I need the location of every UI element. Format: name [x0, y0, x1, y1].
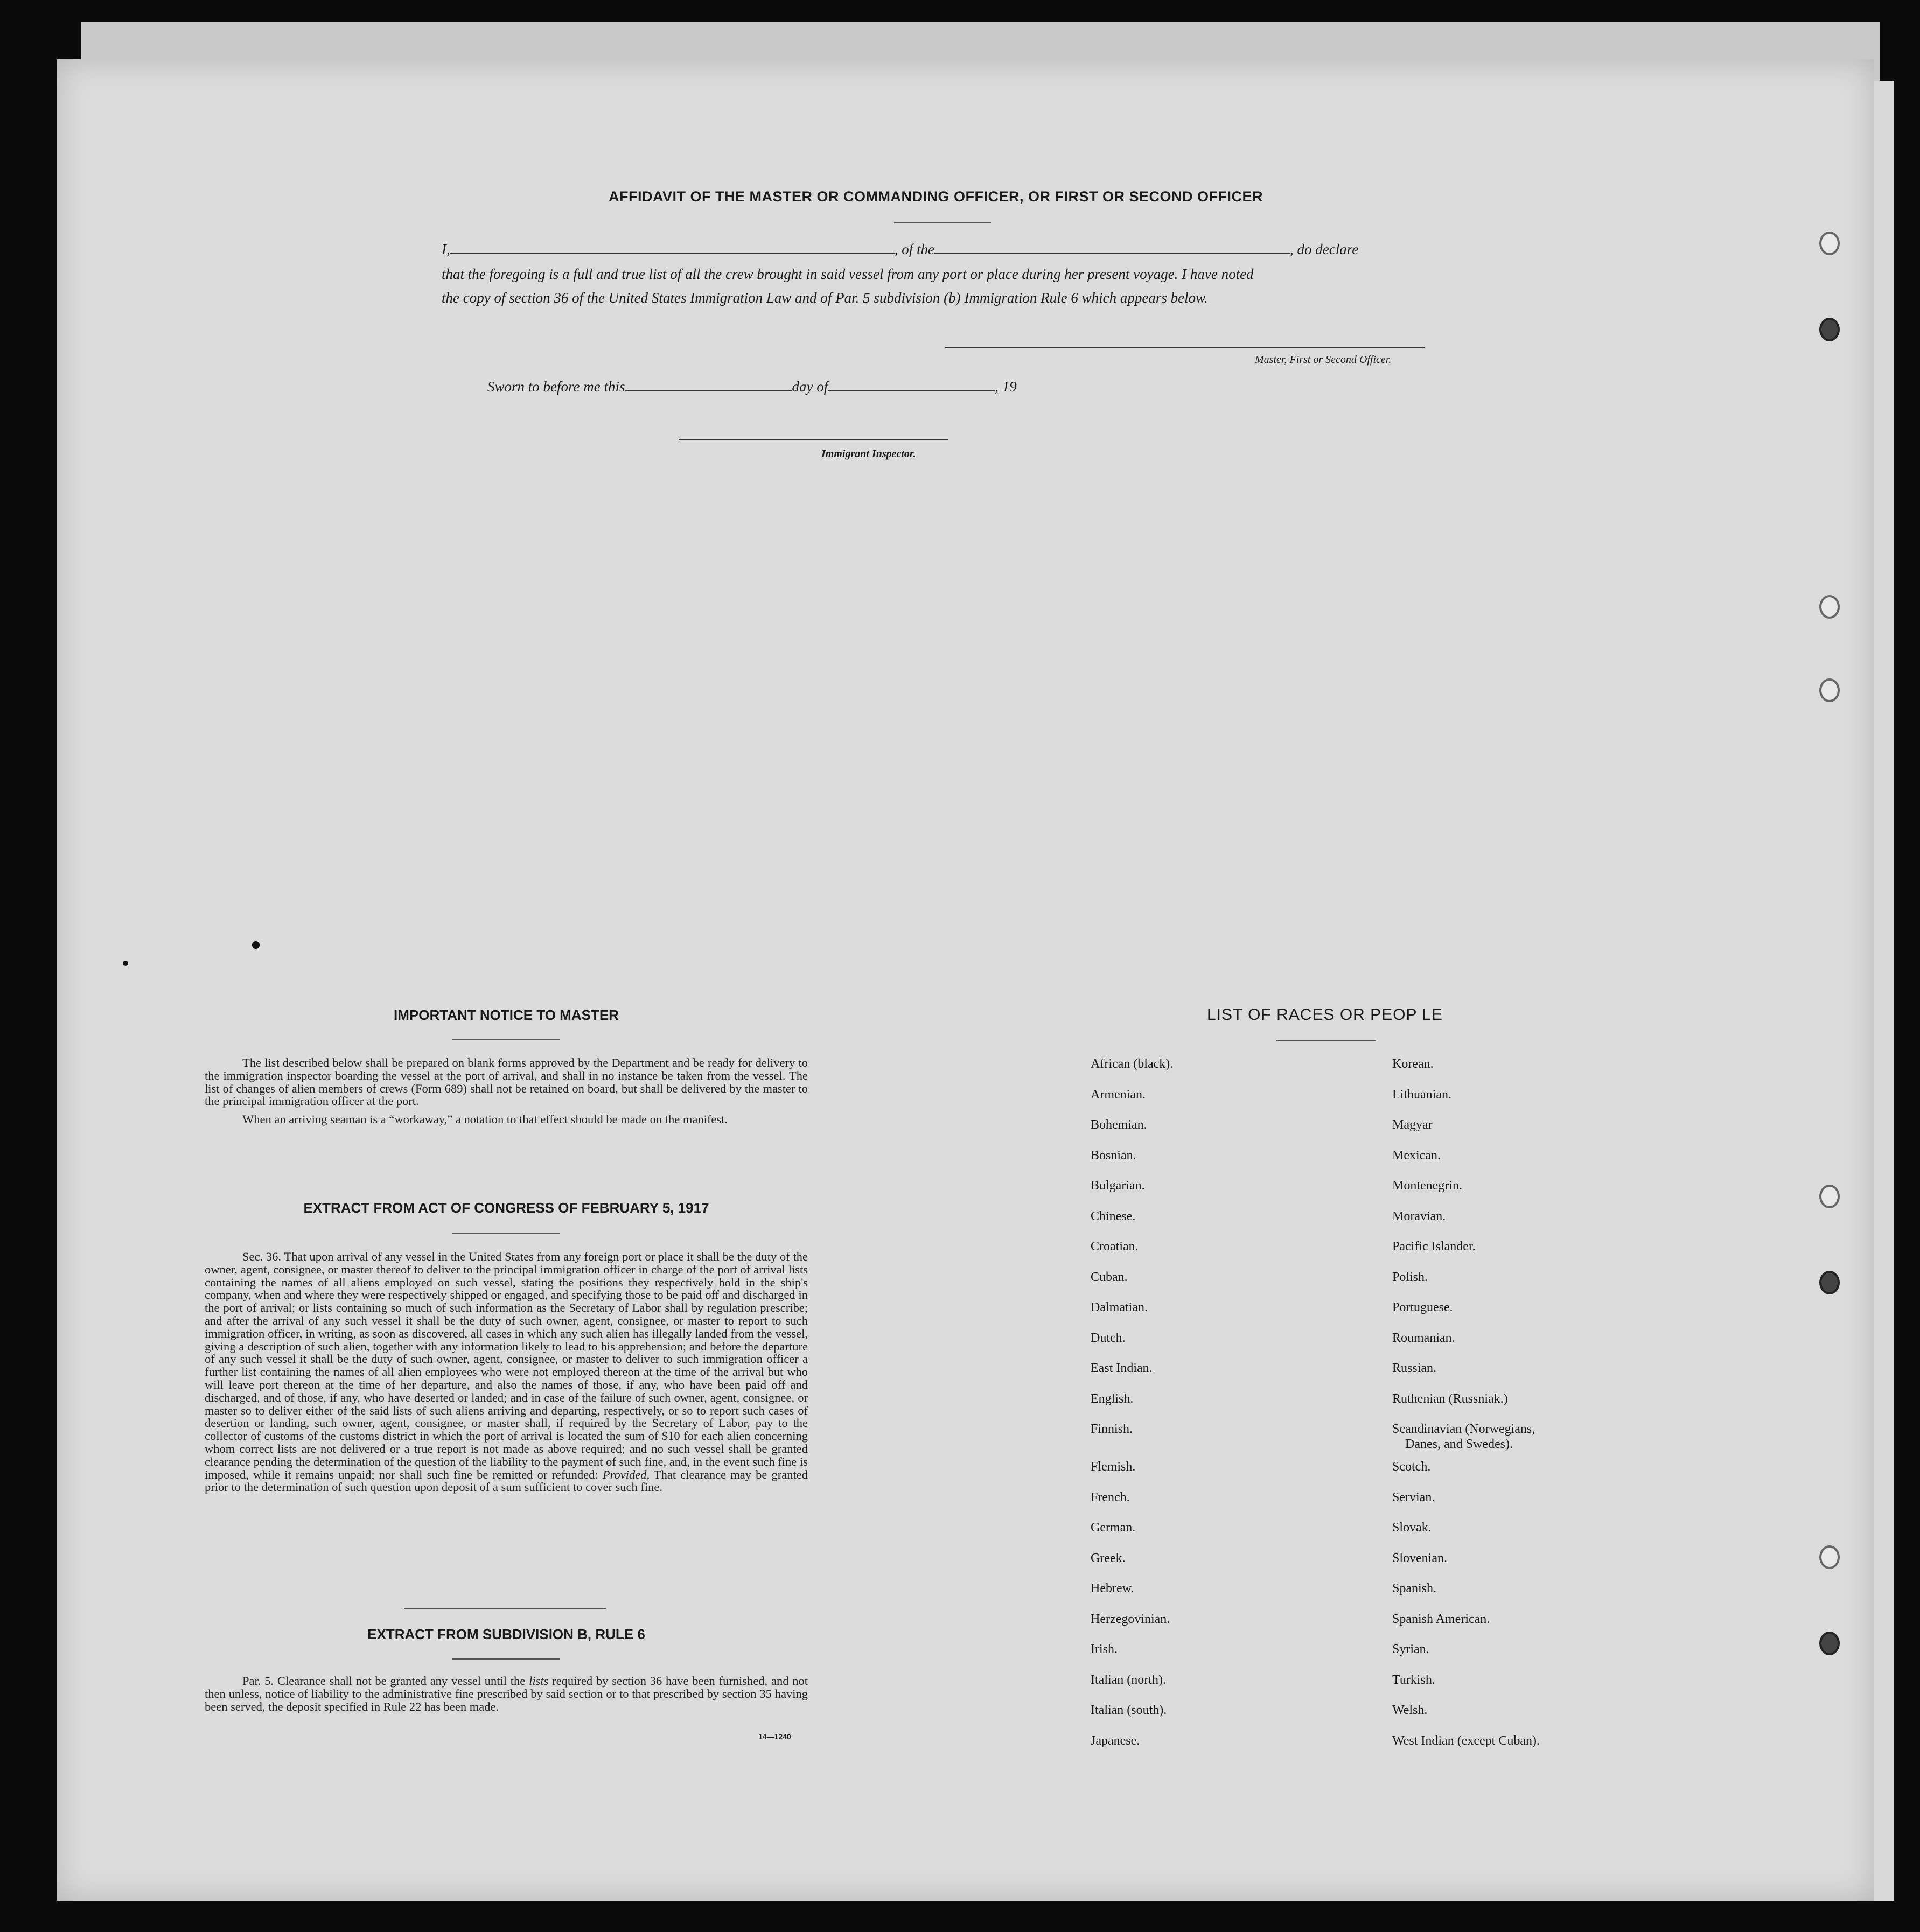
divider: [1276, 1040, 1376, 1041]
act-text-end: That clearance may be granted prior to the determination of such question upon deposit of a sum sufficient to cover such fine.: [205, 1467, 808, 1494]
race-item: Italian (south).: [1091, 1703, 1167, 1717]
race-item: Greek.: [1091, 1551, 1126, 1565]
rule-title: EXTRACT FROM SUBDIVISION B, RULE 6: [367, 1626, 645, 1642]
race-item: Dutch.: [1091, 1331, 1126, 1345]
divider: [452, 1039, 560, 1040]
race-item: Chinese.: [1091, 1209, 1136, 1223]
divider: [404, 1608, 606, 1609]
race-item: Dalmatian.: [1091, 1300, 1148, 1314]
provided-label: Provided,: [602, 1467, 650, 1481]
affidavit-title: AFFIDAVIT OF THE MASTER OR COMMANDING OFFICER, OR FIRST OR SECOND OFFICER: [609, 188, 1263, 205]
race-item: Spanish.: [1392, 1581, 1437, 1595]
master-signature-label: Master, First or Second Officer.: [1255, 354, 1392, 366]
race-item: Flemish.: [1091, 1460, 1136, 1474]
ink-spot: [252, 941, 260, 949]
races-title: LIST OF RACES OR PEOP LE: [1206, 1006, 1443, 1024]
rule-text: Par. 5. Clearance shall not be granted any vessel until the: [242, 1674, 526, 1688]
binder-hole-icon: [1819, 318, 1840, 341]
act-body: [205, 1250, 808, 1494]
ink-spot: [123, 961, 128, 966]
race-item: English.: [1091, 1391, 1134, 1406]
notice-paragraph: When an arriving seaman is a “workaway,” a notation to that effect should be made on the manifest.: [242, 1112, 728, 1126]
races-left-list: [1091, 1056, 1360, 1763]
affidavit-statement-line: that the foregoing is a full and true list of all the crew brought in said vessel from any port or place during her present voyage. I have noted: [442, 266, 1254, 282]
race-item: Ruthenian (Russniak.): [1392, 1391, 1508, 1406]
rule-body: [205, 1675, 808, 1713]
race-item: Welsh.: [1392, 1703, 1428, 1717]
race-item: Hebrew.: [1091, 1581, 1134, 1595]
race-item: Montenegrin.: [1392, 1179, 1462, 1193]
sworn-month-field[interactable]: [828, 390, 995, 391]
race-item: Russian.: [1392, 1361, 1437, 1375]
divider: [452, 1233, 560, 1234]
vessel-name-field[interactable]: [934, 253, 1290, 254]
race-item: Mexican.: [1392, 1148, 1441, 1163]
race-item: Scotch.: [1392, 1460, 1431, 1474]
race-item: Irish.: [1091, 1642, 1118, 1656]
notice-paragraph: The list described below shall be prepared on blank forms approved by the Department and be ready for delivery to the immigration inspector boarding the vessel at the port of arrival, and shall in no instance be taken from the vessel. The list of changes of alien members of crews (Form 689) shall not be retained on board, but shall be delivered by the master to the principal immigration officer at the port.: [205, 1056, 808, 1108]
declarant-name-field[interactable]: [450, 253, 895, 254]
race-item: Servian.: [1392, 1490, 1435, 1504]
divider: [894, 222, 991, 223]
binder-hole-icon: [1819, 678, 1840, 702]
inspector-signature-field[interactable]: [679, 439, 948, 440]
notice-body: [205, 1056, 808, 1131]
divider: [452, 1658, 560, 1660]
act-title: EXTRACT FROM ACT OF CONGRESS OF FEBRUARY 5, 1917: [303, 1200, 709, 1216]
race-item: Bosnian.: [1091, 1148, 1136, 1163]
race-item: Finnish.: [1091, 1422, 1133, 1436]
race-item: East Indian.: [1091, 1361, 1153, 1375]
year-label: , 19: [995, 379, 1017, 395]
race-item: Cuban.: [1091, 1270, 1128, 1284]
race-item: Turkish.: [1392, 1672, 1435, 1687]
race-item: Armenian.: [1091, 1087, 1146, 1102]
race-item: Pacific Islander.: [1392, 1240, 1476, 1254]
master-signature-field[interactable]: [945, 347, 1425, 348]
binder-hole-icon: [1819, 1271, 1840, 1294]
race-item: Moravian.: [1392, 1209, 1446, 1223]
sworn-day-field[interactable]: [625, 390, 792, 391]
race-item: Bulgarian.: [1091, 1179, 1145, 1193]
race-item: Herzegovinian.: [1091, 1612, 1170, 1626]
race-item: Slovak.: [1392, 1521, 1432, 1535]
race-item: Spanish American.: [1392, 1612, 1490, 1626]
rule-text: required by section 36 have been furnished, and not then unless, notice of liability to the administrative fine prescribed by said section or to that prescribed by section 35 having been served, the deposit specified in Rule 22 has been made.: [205, 1674, 808, 1713]
binder-hole-icon: [1819, 1632, 1840, 1655]
race-item: Scandinavian (Norwegians, Danes, and Swedes).: [1392, 1422, 1535, 1451]
act-text: That upon arrival of any vessel in the United States from any foreign port or place it shall be the duty of the owner, agent, consignee, or master thereof to deliver to the principal immigration officer in charge of the port of arrival lists containing the names of all aliens employed on such vessel, stating the positions they respectively hold in the ship's company, when and where they were respectively shipped or engaged, and specifying those to be paid off and discharged in the port of arrival; or lists containing so much of such information as the Secretary of Labor shall by regulation prescribe; and after the arrival of any such vessel it shall be the duty of such owner, agent, consignee, or master to report to such immigration officer, in writing, as soon as discovered, all cases in which any such alien has illegally landed from the vessel, giving a description of such alien, together with any information likely to lead to his apprehension; and before the departure of any such vessel it shall be the duty of such owner, agent, consignee, or master to deliver to such immigration officer a further list containing the names of all alien employees who were not employed thereon at the time of the arrival but who will leave port thereon at the time of her departure, and also the names of those, if any, who have been paid off and discharged, and of those, if any, who have deserted or landed; and in case of the failure of such owner, agent, consignee, or master so to deliver either of the said lists of such aliens arriving and departing, respectively, or so to report such cases of desertion or landing, such owner, agent, consignee, or master shall, if required by the Secretary of Labor, pay to the collector of customs of the customs district in which the port of arrival is located the sum of $10 for each alien concerning whom correct lists are not delivered or a true report is not made as above required; and no such vessel shall be granted clearance pending the determination of the question of the liability to the payment of such fine, and, in the event such fine is imposed, while it remains unpaid; nor shall such fine be remitted or refunded:: [205, 1250, 808, 1481]
race-item: Korean.: [1392, 1057, 1434, 1071]
binder-hole-icon: [1819, 232, 1840, 255]
binder-hole-icon: [1819, 1545, 1840, 1569]
form-number: 14—1240: [758, 1732, 791, 1741]
binder-hole-icon: [1819, 595, 1840, 619]
affidavit-statement-line: the copy of section 36 of the United States Immigration Law and of Par. 5 subdivision (b) Immigration Rule 6 which appears below.: [442, 290, 1208, 306]
race-item: Japanese.: [1091, 1733, 1140, 1748]
race-item: Portuguese.: [1392, 1300, 1453, 1314]
sworn-prefix: Sworn to before me this: [487, 379, 625, 395]
affidavit-declaration-line: [442, 241, 1449, 258]
race-item: German.: [1091, 1521, 1136, 1535]
race-item: Bohemian.: [1091, 1118, 1147, 1132]
lists-label: lists: [529, 1674, 549, 1688]
race-item: Syrian.: [1392, 1642, 1429, 1656]
inspector-signature-label: Immigrant Inspector.: [821, 448, 916, 460]
binder-hole-icon: [1819, 1185, 1840, 1208]
race-item: Croatian.: [1091, 1240, 1139, 1254]
do-declare-label: , do declare: [1290, 241, 1359, 257]
race-item: Roumanian.: [1392, 1331, 1455, 1345]
races-right-list: [1392, 1056, 1694, 1763]
race-item: Magyar: [1392, 1118, 1433, 1132]
declarant-prefix: I,: [442, 241, 450, 257]
race-item: Lithuanian.: [1392, 1087, 1451, 1102]
race-item: Polish.: [1392, 1270, 1428, 1284]
race-item: Slovenian.: [1392, 1551, 1447, 1565]
sworn-line: [487, 379, 1107, 395]
race-item: African (black).: [1091, 1057, 1174, 1071]
notice-title: IMPORTANT NOTICE TO MASTER: [394, 1007, 619, 1023]
race-item: West Indian (except Cuban).: [1392, 1733, 1540, 1748]
race-item: French.: [1091, 1490, 1130, 1504]
day-of-label: day of: [792, 379, 828, 395]
section-label: Sec. 36.: [242, 1250, 282, 1263]
of-the-label: , of the: [894, 241, 934, 257]
race-item: Italian (north).: [1091, 1672, 1166, 1687]
